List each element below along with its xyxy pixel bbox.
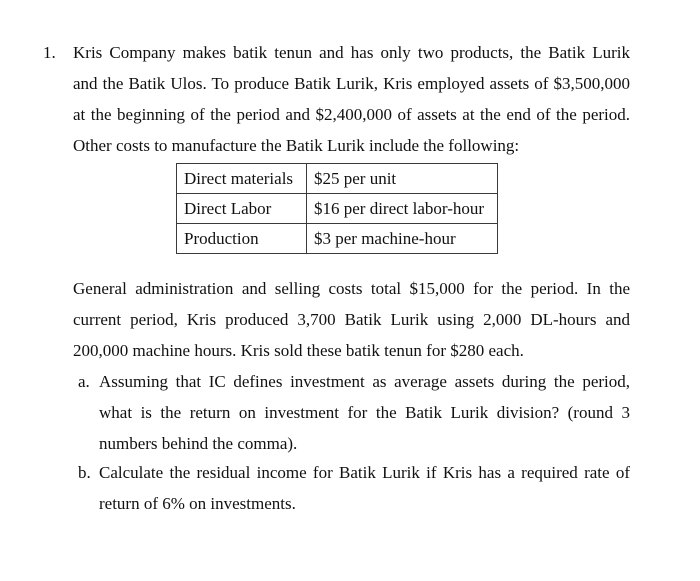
info-line-1: General administration and selling costs total $15,000 for the period. In the (73, 279, 630, 298)
part-a-label: a. (78, 372, 90, 391)
cost-value: $16 per direct labor-hour (307, 194, 498, 224)
part-b-line-1: Calculate the residual income for Batik Lurik if Kris has a required rate of (99, 463, 630, 482)
question-number: 1. (43, 43, 56, 62)
part-b-line-2: return of 6% on investments. (99, 494, 296, 513)
part-a-line-2: what is the return on investment for the Batik Lurik division? (round 3 (99, 403, 630, 422)
table-row (177, 164, 498, 194)
table-row (177, 194, 498, 224)
part-a-line-1: Assuming that IC defines investment as average assets during the period, (99, 372, 630, 391)
table-row (177, 224, 498, 254)
cost-value: $25 per unit (307, 164, 498, 194)
intro-line-3: at the beginning of the period and $2,400,000 of assets at the end of the period. (73, 105, 630, 124)
cost-table (176, 163, 498, 254)
info-line-2: current period, Kris produced 3,700 Batik Lurik using 2,000 DL-hours and (73, 310, 630, 329)
intro-line-4: Other costs to manufacture the Batik Lurik include the following: (73, 136, 520, 155)
cost-item: Direct Labor (177, 194, 307, 224)
cost-item: Direct materials (177, 164, 307, 194)
part-a-line-3: numbers behind the comma). (99, 434, 298, 453)
intro-line-2: and the Batik Ulos. To produce Batik Lurik, Kris employed assets of $3,500,000 (73, 74, 630, 93)
intro-line-1: Kris Company makes batik tenun and has only two products, the Batik Lurik (73, 43, 630, 62)
part-b-label: b. (78, 463, 91, 482)
cost-item: Production (177, 224, 307, 254)
info-line-3: 200,000 machine hours. Kris sold these batik tenun for $280 each. (73, 341, 524, 360)
cost-value: $3 per machine-hour (307, 224, 498, 254)
